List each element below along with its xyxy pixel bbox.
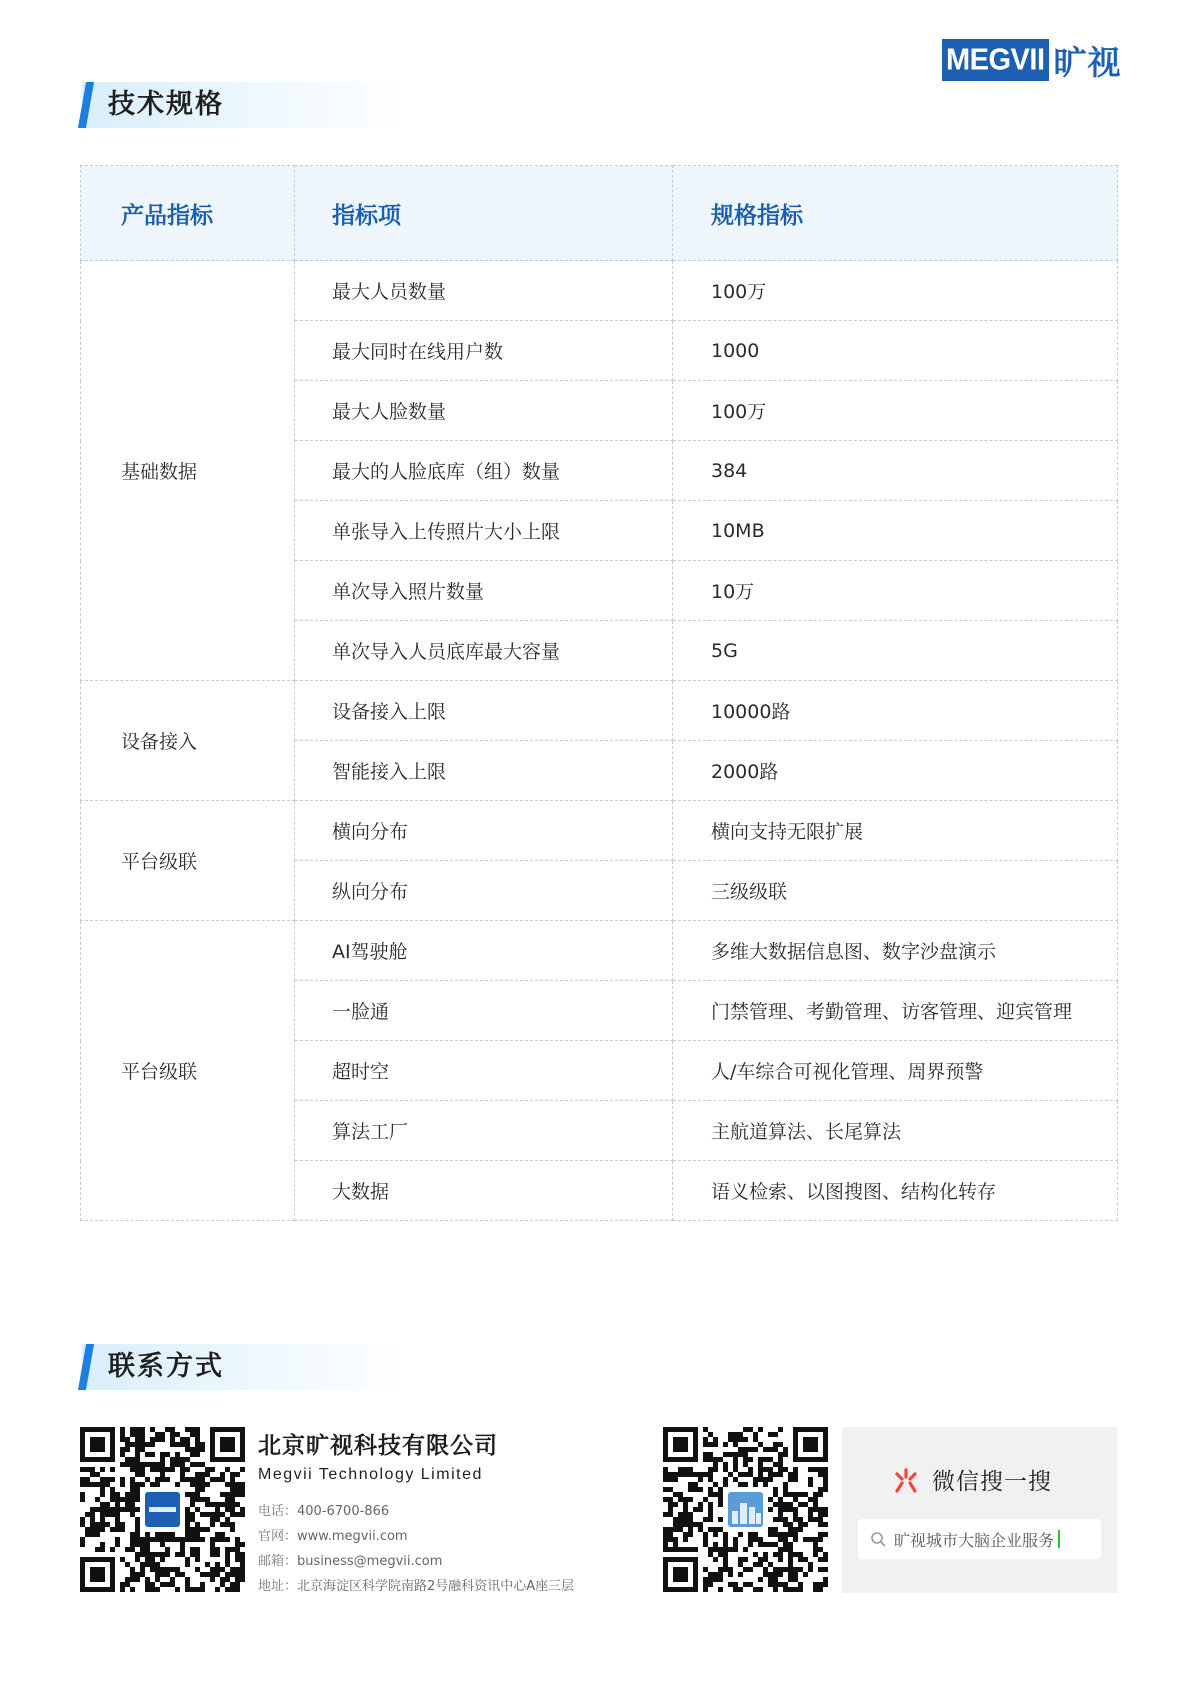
item-cell: 最大人脸数量 <box>295 381 673 441</box>
value-cell: 门禁管理、考勤管理、访客管理、迎宾管理 <box>673 981 1118 1041</box>
value-cell: 三级级联 <box>673 861 1118 921</box>
address-value: 北京海淀区科学院南路2号融科资讯中心A座三层 <box>297 1579 575 1594</box>
value-cell: 100万 <box>673 261 1118 321</box>
item-cell: 纵向分布 <box>295 861 673 921</box>
item-cell: 单张导入上传照片大小上限 <box>295 501 673 561</box>
category-cell: 基础数据 <box>81 261 295 681</box>
section-accent-bar <box>78 1344 94 1390</box>
item-cell: 设备接入上限 <box>295 681 673 741</box>
item-cell: 最大的人脸底库（组）数量 <box>295 441 673 501</box>
table-row <box>81 261 1118 321</box>
website-link[interactable]: www.megvii.com <box>297 1529 408 1544</box>
item-cell: 最大同时在线用户数 <box>295 321 673 381</box>
contact-section-title: 联系方式 <box>108 1351 224 1382</box>
item-cell: 大数据 <box>295 1161 673 1221</box>
item-cell: 智能接入上限 <box>295 741 673 801</box>
value-cell: 384 <box>673 441 1118 501</box>
website-line <box>258 1524 574 1549</box>
value-cell: 横向支持无限扩展 <box>673 801 1118 861</box>
qr-code-graphic <box>663 1427 828 1592</box>
wechat-search-input[interactable] <box>858 1519 1101 1559</box>
value-cell: 主航道算法、长尾算法 <box>673 1101 1118 1161</box>
address-label: 地址： <box>258 1579 298 1594</box>
wechat-search-icon <box>890 1464 922 1496</box>
phone-value: 400-6700-866 <box>297 1504 390 1519</box>
value-cell: 1000 <box>673 321 1118 381</box>
category-cell: 平台级联 <box>81 801 295 921</box>
value-cell: 人/车综合可视化管理、周界预警 <box>673 1041 1118 1101</box>
value-cell: 10000路 <box>673 681 1118 741</box>
email-label: 邮箱： <box>258 1554 298 1569</box>
email-line <box>258 1549 574 1574</box>
table-row <box>81 801 1118 861</box>
phone-line <box>258 1499 574 1524</box>
contact-details <box>258 1499 574 1599</box>
website-label: 官网： <box>258 1529 298 1544</box>
wechat-search-title: 微信搜一搜 <box>932 1469 1052 1495</box>
phone-label: 电话： <box>258 1504 298 1519</box>
address-line <box>258 1574 574 1599</box>
category-cell: 平台级联 <box>81 921 295 1221</box>
table-row <box>81 681 1118 741</box>
text-caret <box>1058 1530 1060 1548</box>
spec-section-header <box>82 82 402 128</box>
header-item: 指标项 <box>295 166 673 261</box>
value-cell: 2000路 <box>673 741 1118 801</box>
megvii-logo <box>942 40 1122 80</box>
item-cell: 超时空 <box>295 1041 673 1101</box>
company-info <box>258 1427 574 1599</box>
logo-en: MEGVII <box>942 39 1049 81</box>
item-cell: 最大人员数量 <box>295 261 673 321</box>
section-accent-bar <box>78 82 94 128</box>
contact-section-header <box>82 1344 402 1390</box>
table-header-row <box>81 166 1118 261</box>
item-cell: 算法工厂 <box>295 1101 673 1161</box>
wechat-search-header <box>890 1463 1052 1496</box>
qr-code-graphic <box>80 1427 245 1592</box>
wechat-qr-code <box>663 1427 828 1592</box>
value-cell: 语义检索、以图搜图、结构化转存 <box>673 1161 1118 1221</box>
item-cell: 单次导入照片数量 <box>295 561 673 621</box>
table-row <box>81 921 1118 981</box>
value-cell: 10MB <box>673 501 1118 561</box>
search-icon <box>870 1531 886 1547</box>
header-value: 规格指标 <box>673 166 1118 261</box>
company-qr-code <box>80 1427 245 1592</box>
category-cell: 设备接入 <box>81 681 295 801</box>
item-cell: AI驾驶舱 <box>295 921 673 981</box>
item-cell: 一脸通 <box>295 981 673 1041</box>
item-cell: 单次导入人员底库最大容量 <box>295 621 673 681</box>
wechat-search-panel <box>842 1427 1117 1593</box>
item-cell: 横向分布 <box>295 801 673 861</box>
email-link[interactable]: business@megvii.com <box>297 1554 443 1569</box>
logo-cn: 旷视 <box>1053 42 1122 82</box>
value-cell: 10万 <box>673 561 1118 621</box>
spec-section-title: 技术规格 <box>108 89 224 120</box>
value-cell: 100万 <box>673 381 1118 441</box>
value-cell: 5G <box>673 621 1118 681</box>
header-category: 产品指标 <box>81 166 295 261</box>
company-name-cn: 北京旷视科技有限公司 <box>258 1433 498 1459</box>
value-cell: 多维大数据信息图、数字沙盘演示 <box>673 921 1118 981</box>
spec-table <box>80 165 1118 1221</box>
company-name-en: Megvii Technology Limited <box>258 1466 483 1483</box>
wechat-search-text: 旷视城市大脑企业服务 <box>894 1530 1055 1550</box>
